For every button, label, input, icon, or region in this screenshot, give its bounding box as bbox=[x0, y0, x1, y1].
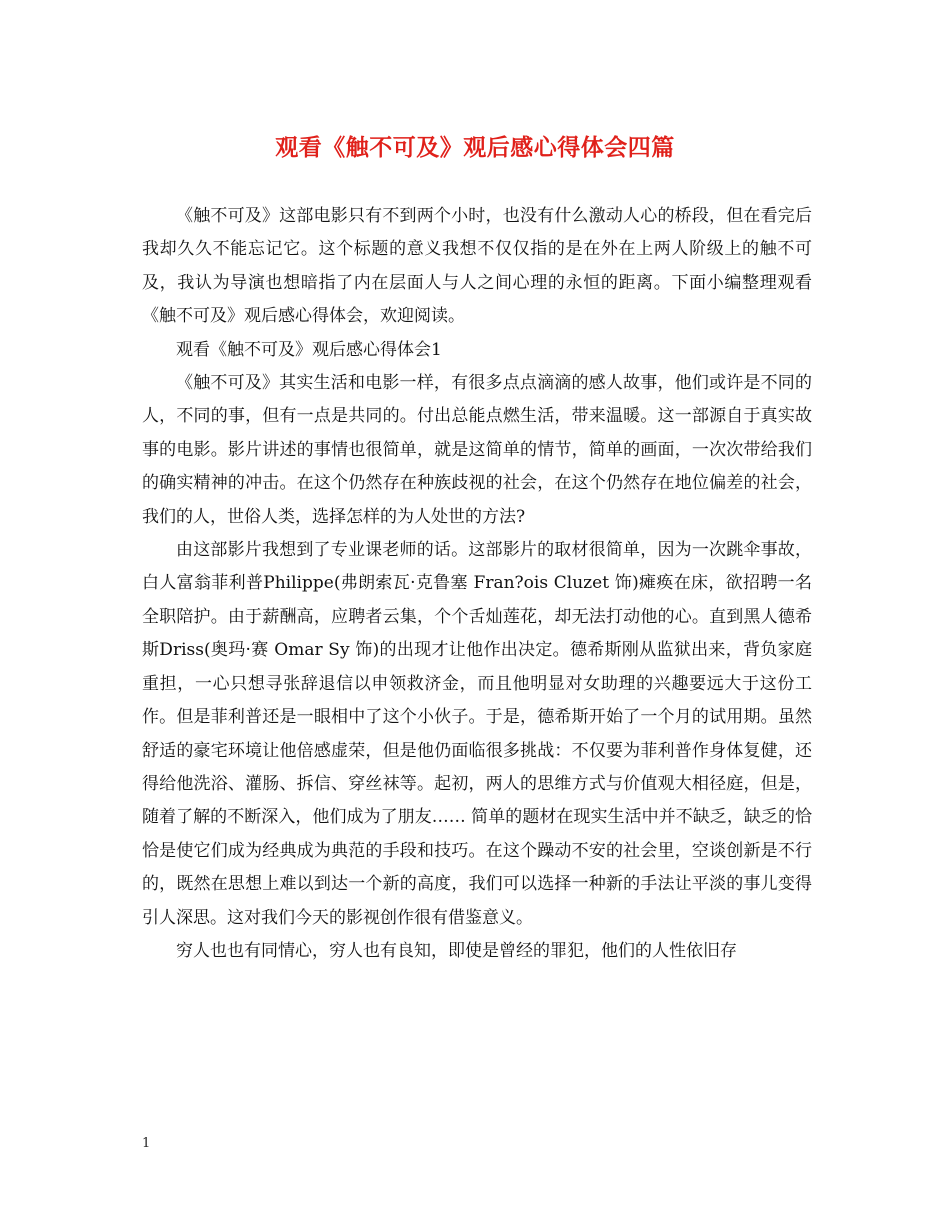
document-body bbox=[142, 200, 812, 968]
intro-paragraph: 《触不可及》这部电影只有不到两个小时，也没有什么激动人心的桥段，但在看完后我却久久不能忘记它。这个标题的意义我想不仅仅指的是在外在上两人阶级上的触不可及，我认为导演也想暗指了内在层面人与人之间心理的永恒的距离。下面小编整理观看《触不可及》观后感心得体会，欢迎阅读。 bbox=[142, 206, 812, 327]
section-heading-1: 观看《触不可及》观后感心得体会1 bbox=[176, 339, 442, 360]
document-title: 观看《触不可及》观后感心得体会四篇 bbox=[275, 134, 675, 161]
page-number: 1 bbox=[142, 1136, 151, 1151]
body-paragraph-3: 穷人也也有同情心，穷人也有良知，即使是曾经的罪犯，他们的人性依旧存 bbox=[176, 940, 737, 961]
body-paragraph-2: 由这部影片我想到了专业课老师的话。这部影片的取材很简单，因为一次跳伞事故，白人富翁菲利普Philippe(弗朗索瓦·克鲁塞 Fran?ois Cluzet 饰)瘫痪在床，欲招聘一名全职陪护。由于薪酬高，应聘者云集，个个舌灿莲花，却无法打动他的心。直到黑人德希斯Driss(奥玛·赛 Omar Sy 饰)的出现才让他作出决定。德希斯刚从监狱出来，背负家庭重担，一心只想寻张辞退信以申领救济金，而且他明显对女助理的兴趣要远大于这份工作。但是菲利普还是一眼相中了这个小伙子。于是，德希斯开始了一个月的试用期。虽然舒适的豪宅环境让他倍感虚荣，但是他仍面临很多挑战：不仅要为菲利普作身体复健，还得给他洗浴、灌肠、拆信、穿丝袜等。起初，两人的思维方式与价值观大相径庭，但是，随着了解的不断深入，他们成为了朋友…… 简单的题材在现实生活中并不缺乏，缺乏的恰恰是使它们成为经典成为典范的手段和技巧。在这个躁动不安的社会里，空谈创新是不行的，既然在思想上难以到达一个新的高度，我们可以选择一种新的手法让平淡的事儿变得引人深思。这对我们今天的影视创作很有借鉴意义。 bbox=[142, 540, 812, 928]
body-paragraph-1: 《触不可及》其实生活和电影一样，有很多点点滴滴的感人故事，他们或许是不同的人，不同的事，但有一点是共同的。付出总能点燃生活，带来温暖。这一部源自于真实故事的电影。影片讲述的事情也很简单，就是这简单的情节，简单的画面，一次次带给我们的确实精神的冲击。在这个仍然存在种族歧视的社会，在这个仍然存在地位偏差的社会，我们的人，世俗人类，选择怎样的为人处世的方法? bbox=[142, 373, 812, 527]
